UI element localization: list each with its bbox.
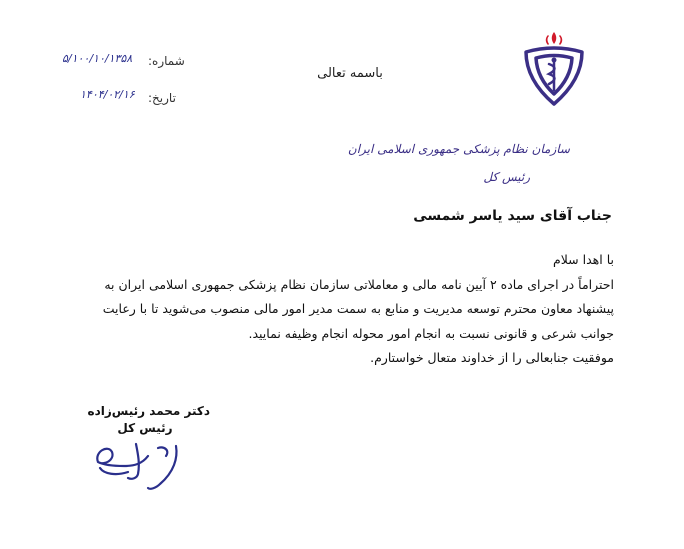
letterhead-role: رئیس کل <box>483 170 530 184</box>
signer-name: دکتر محمد رئیس‌زاده <box>87 404 210 418</box>
body-line: پیشنهاد معاون محترم توسعه مدیریت و منابع به سمت مدیر امور مالی منصوب می‌شوید تا با رعایت <box>102 301 614 316</box>
number-label: شماره: <box>148 54 185 68</box>
letter-body <box>54 248 614 371</box>
handwritten-signature-icon <box>92 436 192 498</box>
number-value: ۵/۱۰۰/۱۰/۱۳۵۸ <box>62 52 133 65</box>
date-value: ۱۴۰۴/۰۲/۱۶ <box>80 88 135 101</box>
organization-emblem-icon <box>518 30 590 108</box>
body-line: جوانب شرعی و قانونی نسبت به انجام امور محوله انجام وظیفه نمایید. <box>248 325 614 341</box>
signer-title: رئیس کل <box>117 421 173 435</box>
body-line: موفقیت جنابعالی را از خداوند متعال خواستارم. <box>370 350 614 365</box>
body-line: احتراماً در اجرای ماده ۲ آیین نامه مالی و معاملاتی سازمان نظام پزشکی جمهوری اسلامی ایران به <box>104 276 614 292</box>
greeting: با اهدا سلام <box>552 252 614 267</box>
organization-name: سازمان نظام پزشکی جمهوری اسلامی ایران <box>347 142 570 156</box>
date-label: تاریخ: <box>148 91 176 105</box>
recipient-line: جناب آقای سید یاسر شمسی <box>413 208 612 224</box>
invocation-heading: باسمه تعالی <box>317 66 383 81</box>
